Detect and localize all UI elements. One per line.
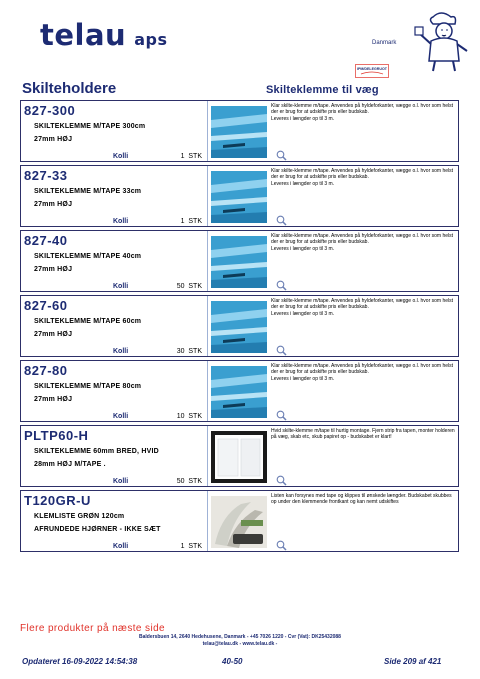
product-row[interactable]: [20, 490, 459, 552]
product-size: 27mm HØJ: [34, 396, 73, 403]
product-description: SKILTEKLEMME M/TAPE 300cm: [34, 123, 146, 130]
partner-badge: [355, 64, 389, 78]
product-description: SKILTEKLEMME M/TAPE 60cm: [34, 318, 142, 325]
product-code[interactable]: 827-40: [24, 233, 68, 248]
product-size: 27mm HØJ: [34, 331, 73, 338]
product-size: AFRUNDEDE HJØRNER - IKKE SÆT: [34, 526, 161, 533]
product-description: KLEMLISTE GRØN 120cm: [34, 513, 125, 520]
product-summary: [21, 231, 208, 291]
kolli-label: Kolli: [113, 283, 129, 290]
package-quantity: 1 STK: [180, 153, 202, 160]
updated-timestamp: Opdateret 16-09-2022 14:54:38: [22, 657, 138, 666]
package-quantity: 1 STK: [180, 218, 202, 225]
product-size: 28mm HØJ M/TAPE .: [34, 461, 106, 468]
product-summary: [21, 296, 208, 356]
badge-text: IPM/DELEGRUOT: [357, 67, 387, 71]
product-code[interactable]: PLTP60-H: [24, 428, 89, 443]
product-description: SKILTEKLEMME M/TAPE 40cm: [34, 253, 142, 260]
product-info: Hvid skilte-klemme m/tape til hurtig montage. Fjern strip fra tapen, monter holderen på væg, skab etc, skub papiret op - budskabet er klart!: [271, 428, 455, 441]
company-address: Baldersbuen 14, 2640 Hedehusene, Danmark - +45 7026 1220 - Cvr (Vat): DK25432088: [139, 634, 341, 640]
logo-suffix: aps: [134, 30, 168, 49]
country-label: Danmark: [372, 40, 397, 46]
product-size: 27mm HØJ: [34, 201, 73, 208]
zoom-icon[interactable]: [276, 280, 287, 291]
product-row[interactable]: [20, 230, 459, 292]
next-page-link[interactable]: Flere produkter på næste side: [20, 623, 166, 634]
package-quantity: 1 STK: [180, 543, 202, 550]
product-code[interactable]: T120GR-U: [24, 493, 91, 508]
zoom-icon[interactable]: [276, 345, 287, 356]
zoom-icon[interactable]: [276, 410, 287, 421]
kolli-label: Kolli: [113, 348, 129, 355]
product-info: Klar skilte-klemme m/tape. Anvendes på hyldeforkanter, vægge o.l. hvor som helst der er brug for at udskifte pris eller budskab. Leveres i længder op til 3 m.: [271, 233, 454, 252]
kolli-label: Kolli: [113, 153, 129, 160]
zoom-icon[interactable]: [276, 215, 287, 226]
section-subtitle: Skilteklemme til væg: [266, 84, 379, 96]
product-code[interactable]: 827-300: [24, 103, 76, 118]
product-size: 27mm HØJ: [34, 266, 73, 273]
page-number: Side 209 af 421: [384, 657, 442, 666]
product-row[interactable]: [20, 165, 459, 227]
zoom-icon[interactable]: [276, 475, 287, 486]
product-info: Listen kan forsynes med tape og klippes til ønskede længder. Budskabet skubbes op under den klemmende frontkant og kan nemt udskiftes: [271, 493, 452, 506]
zoom-icon[interactable]: [276, 540, 287, 551]
product-description: SKILTEKLEMME M/TAPE 33cm: [34, 188, 142, 195]
product-summary: [21, 166, 208, 226]
package-quantity: 50 STK: [176, 478, 202, 485]
product-row[interactable]: [20, 295, 459, 357]
product-summary: [21, 361, 208, 421]
product-image[interactable]: [211, 496, 267, 548]
product-row[interactable]: [20, 100, 459, 162]
section-pages: 40-50: [222, 657, 243, 666]
product-size: 27mm HØJ: [34, 136, 73, 143]
product-image[interactable]: [211, 106, 267, 158]
product-image[interactable]: [211, 236, 267, 288]
product-description: SKILTEKLEMME M/TAPE 80cm: [34, 383, 142, 390]
kolli-label: Kolli: [113, 413, 129, 420]
telau-logo: [40, 18, 167, 52]
product-code[interactable]: 827-60: [24, 298, 68, 313]
company-web[interactable]: telau@telau.dk - www.telau.dk -: [202, 641, 278, 647]
kolli-label: Kolli: [113, 218, 129, 225]
product-list: [20, 100, 459, 555]
product-info: Klar skilte-klemme m/tape. Anvendes på hyldeforkanter, vægge o.l. hvor som helst der er brug for at udskifte pris eller budskab. Leveres i længder op til 3 m.: [271, 298, 454, 317]
product-summary: [21, 426, 208, 486]
product-row[interactable]: [20, 360, 459, 422]
kolli-label: Kolli: [113, 478, 129, 485]
product-info: Klar skilte-klemme m/tape. Anvendes på hyldeforkanter, vægge o.l. hvor som helst der er brug for at udskifte pris eller budskab. Leveres i længder op til 3 m.: [271, 168, 454, 187]
logo-main: telau: [40, 18, 127, 52]
product-image[interactable]: [211, 366, 267, 418]
package-quantity: 10 STK: [176, 413, 202, 420]
product-summary: [21, 101, 208, 161]
kolli-label: Kolli: [113, 543, 129, 550]
product-info: Klar skilte-klemme m/tape. Anvendes på hyldeforkanter, vægge o.l. hvor som helst der er brug for at udskifte pris eller budskab. Leveres i længder op til 3 m.: [271, 363, 454, 382]
product-info: Klar skilte-klemme m/tape. Anvendes på hyldeforkanter, vægge o.l. hvor som helst der er brug for at udskifte pris eller budskab. Leveres i længder op til 3 m.: [271, 103, 454, 122]
zoom-icon[interactable]: [276, 150, 287, 161]
product-description: SKILTEKLEMME 60mm BRED, HVID: [34, 448, 159, 455]
product-code[interactable]: 827-80: [24, 363, 68, 378]
mascot-chef-illustration: [411, 11, 473, 73]
package-quantity: 50 STK: [176, 283, 202, 290]
package-quantity: 30 STK: [176, 348, 202, 355]
product-image[interactable]: [211, 171, 267, 223]
product-row[interactable]: [20, 425, 459, 487]
product-image[interactable]: [211, 301, 267, 353]
product-summary: [21, 491, 208, 551]
product-code[interactable]: 827-33: [24, 168, 68, 183]
product-image[interactable]: [211, 431, 267, 483]
section-title: Skilteholdere: [22, 80, 117, 97]
